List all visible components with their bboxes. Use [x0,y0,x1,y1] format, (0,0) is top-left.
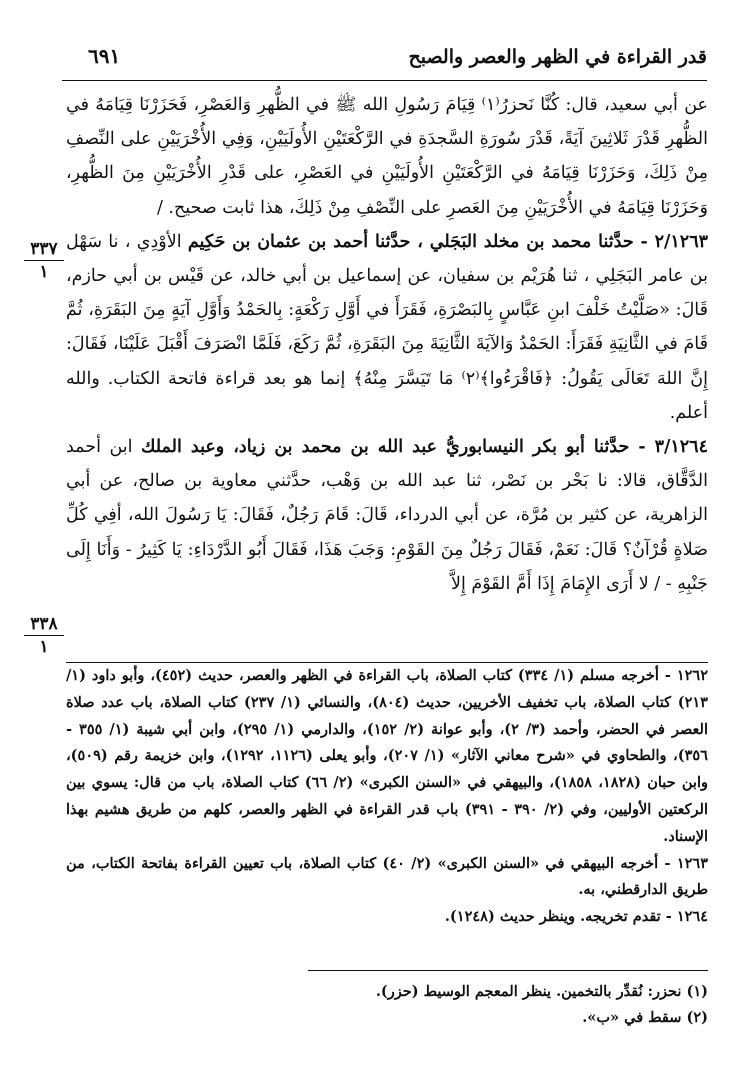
margin-volume: ٣٣٨ [30,614,58,634]
hadith-1263-chain-start: ٢/١٢٦٣ - حدَّثنا محمد بن مخلد البَجَلي ، حدَّثنا أحمد بن عثمان بن حَكِيم [187,231,708,252]
takhrij-notes [66,662,708,931]
main-text [66,88,708,601]
note-1263: ١٢٦٣ - أخرجه البيهقي في «السنن الكبرى» (٢/ ٤٠) كتاب الصلاة، باب تعيين القراءة بفاتحة الكتاب، من طريق الدارقطني، به. [66,854,708,899]
hadith-1264-text: ابن أحمد الدَّقَّاق، قالا: نا بَحْر بن نَصْر، ثنا عبد الله بن وَهْب، حدَّثني معاوية بن صالح، عن أبي الزاهرية، عن كثير بن مُرَّة، عن أبي الدرداء، قَالَ: قَامَ رَجُلٌ، فَقَالَ: يَا رَسُولَ الله، أفِي كُلِّ صَلاةٍ قُرْآنٌ؟ قَالَ: نَعَمْ، فَقَالَ رَجُلٌ مِنَ القَوْمِ: وَجَبَ هَذَا، فَقَالَ أَبُو الدَّرْدَاءِ: يَا كَثِيرُ - وَأَنَا إِلَى جَنْبِهِ - / لا أَرَى الإِمَامَ إِذَا أَمَّ القَوْمَ إِلاَّ [66,437,708,594]
margin-volume: ٣٣٧ [30,239,58,259]
margin-part: ١ [39,637,49,657]
hadith-1263-text: الأوْدِي ، نا سَهْل بن عامر البَجَلِي ، ثنا هُرَيْم بن سفيان، عن إسماعيل بن أبي خالد، عن قَيْس بن أبي حازم، قَالَ: «صَلَّيْتُ خَلْفَ ابنِ عَبَّاسٍ بِالبَصْرَةِ، فَقَرَأَ في أَوَّلِ رَكْعَةٍ: بِالحَمْدُ وَأَوَّلِ آيَةٍ مِنَ البَقَرَةِ، ثُمَّ قَامَ في الثَّانِيَةِ فَقَرَأَ: الحَمْدُ وَالآيَةَ الثَّانِيَةَ مِنَ البَقَرَةِ، ثُمَّ رَكَعَ، فَلَمَّا انْصَرَفَ أَقْبَلَ عَلَيْنَا، فَقَالَ: إِنَّ اللهَ تَعَالَى يَقُولُ: ﴿فَاقْرَءُوا﴾⁽٢⁾ مَا تَيَسَّرَ مِنْهُ﴾ إنما هو بعد قراءة فاتحة الكتاب. والله أعلم. [66,231,708,423]
page-number: ٦٩١ [88,44,121,68]
footnotes [308,970,708,1031]
page-header [62,40,707,81]
note-1264: ١٢٦٤ - تقدم تخريجه. وينظر حديث (١٢٤٨). [444,908,708,926]
margin-divider [24,260,64,261]
margin-divider [24,635,64,636]
hadith-1262-text: عن أبي سعيد، قال: كُنَّا نَحزرُ⁽١⁾ قِيَامَ رَسُولِ الله ﷺ في الظُّهرِ وَالعَصْرِ، فَحَزَرْنَا قِيَامَهُ في الظُّهرِ قَدْرَ ثَلاثِينَ آيَةً، قَدْرَ سُورَةِ السَّجدَةِ في الرَّكْعَتَيْنِ الأُولَيَيْنِ، وَفِي الأُخْرَيَيْنِ على النِّصفِ مِنْ ذَلِكَ، وَحَزَرْنَا قِيَامَهُ في الرَّكْعَتَيْنِ الأُولَيَيْنِ في العَصْرِ، على قَدْرِ الأُخْرَيَيْنِ مِنَ الظُّهرِ، وَحَزَرْنَا قِيَامَهُ في الأُخْرَيَيْنِ مِنَ العَصرِ على النِّصْفِ مِنْ ذَلِكَ، هذا ثابت صحيح. / [66,95,708,218]
note-1262: ١٢٦٢ - أخرجه مسلم (١/ ٣٣٤) كتاب الصلاة، باب القراءة في الظهر والعصر، حديث (٤٥٢)، وأبو داود (١/ ٢١٣) كتاب الصلاة، باب تخفيف الأخريين، حديث (٨٠٤)، والنسائي (١/ ٢٣٧) كتاب الصلاة، باب عدد صلاة العصر في الحضر، وأحمد (٣/ ٢)، وأبو عوانة (٢/ ١٥٢)، والدارمي (١/ ٢٩٥)، وابن أبي شيبة (١/ ٣٥٥ - ٣٥٦)، والطحاوي في «شرح معاني الآثار» (١/ ٢٠٧)، وأبو يعلى (١١٢٦، ١٢٩٢)، وابن خزيمة رقم (٥٠٩)، وابن حبان (١٨٢٨، ١٨٥٨)، والبيهقي في «السنن الكبرى» (٢/ ٦٦) كتاب الصلاة، باب من قال: يسوي بين الركعتين الأوليين، وفي (٢/ ٣٩٠ - ٣٩١) باب قدر القراءة في الظهر والعصر، كلهم من طريق هشيم بهذا الإسناد. [66,667,709,845]
hadith-1264 [66,430,708,601]
margin-part: ١ [39,262,49,282]
margin-reference-1 [18,240,70,281]
margin-reference-2 [18,615,70,656]
footnote-2: (٢) سقط في «ب». [582,1009,708,1026]
hadith-1264-chain-start: ٣/١٢٦٤ - حدَّثنا أبو بكر النيسابوريُّ عبد الله بن محمد بن زياد، وعبد الملك [141,437,708,458]
hadith-1263 [66,225,708,430]
footnote-1: (١) نحزر: نُقدِّر بالتخمين. ينظر المعجم الوسيط (حزر). [375,983,708,1000]
running-title: قدر القراءة في الظهر والعصر والصبح [408,46,707,68]
